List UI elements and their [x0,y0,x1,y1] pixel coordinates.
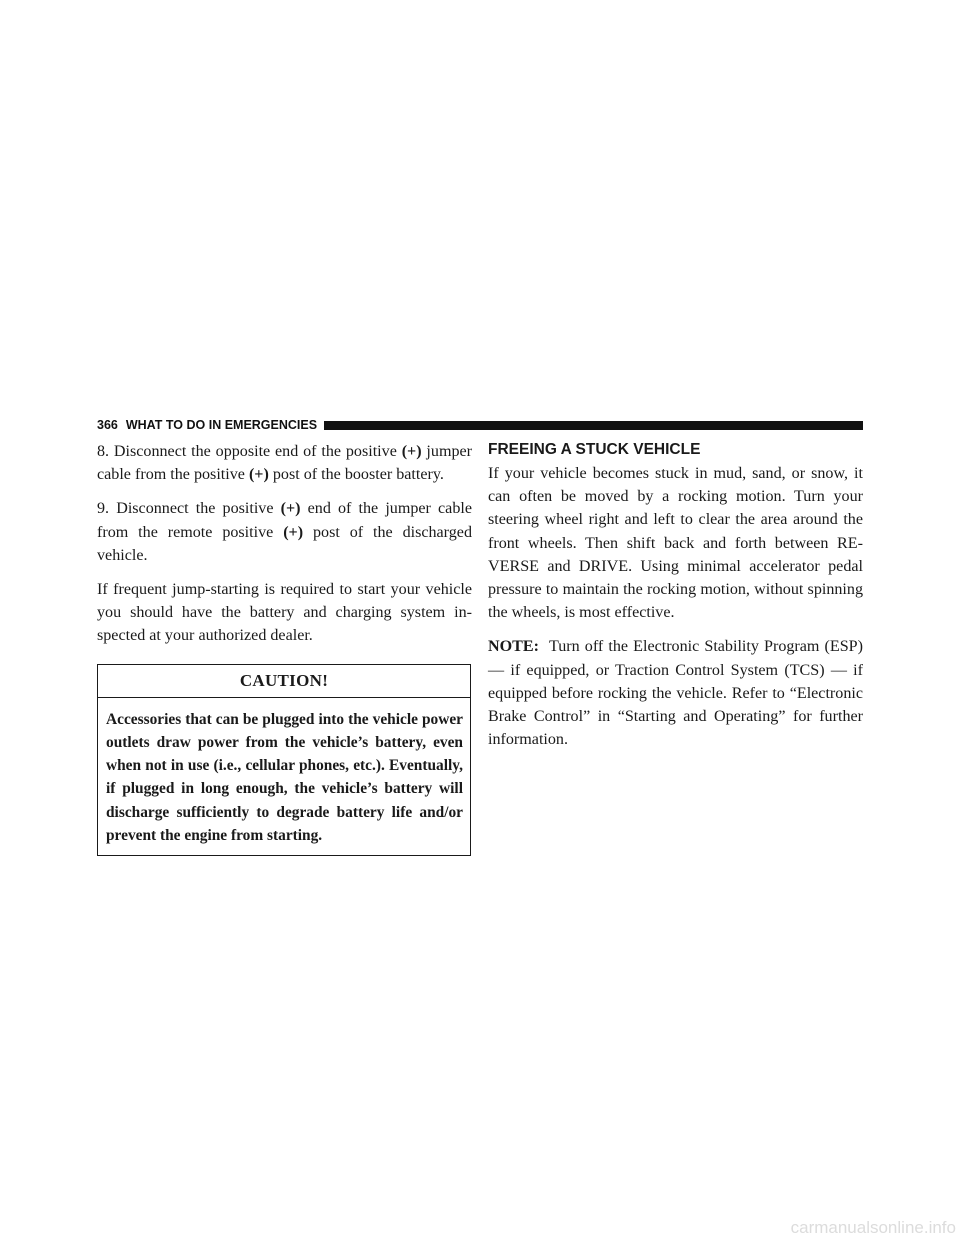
note-label: NOTE: [488,638,539,656]
note-paragraph [488,635,863,751]
header-rule [324,421,863,430]
caution-title: CAUTION! [98,665,470,698]
caution-box [97,664,471,856]
note-text: Turn off the Electronic Stability Program (ESP) — if equipped, or Traction Control System (TCS) — if equipped before rocking the vehicle. Refer to “Electronic Brake Control” in “Starting and Operating” for further information. [488,638,863,749]
left-column [97,440,472,856]
step-8-text-1: 8. Disconnect the opposite end of the positive [97,443,402,460]
page-header [97,418,863,432]
positive-symbol: (+) [401,443,422,460]
right-column [488,440,863,762]
freeing-stuck-vehicle-heading: FREEING A STUCK VEHICLE [488,441,701,458]
positive-symbol: (+) [248,466,269,484]
positive-symbol: (+) [283,523,304,541]
step-8-text-3: post of the booster battery. [268,466,444,484]
caution-text: Accessories that can be plugged into the vehicle power outlets draw power from the vehicle’s battery, even when not in use (i.e., cellular phones, etc.). Eventually, if plugged in long enough, the vehicle’s battery will discharge sufficiently to degrade battery life and/or prevent the engine from starting. [106,710,463,844]
step-8-paragraph [97,440,472,486]
watermark: carmanualsonline.info [790,1218,956,1237]
positive-symbol: (+) [280,500,301,518]
step-9-text-1: 9. Disconnect the positive [97,500,281,518]
step-8-text-2: jumper cable from the positive [97,443,473,484]
page-number: 366 [97,418,118,432]
frequent-jump-paragraph: If frequent jump-starting is required to start your vehicle you should have the battery and charging system inspected at your authorized dealer. [97,581,472,645]
step-9-paragraph [97,497,472,567]
step-9-text-3: post of the discharged vehicle. [97,523,472,564]
section-title: WHAT TO DO IN EMERGENCIES [125,418,318,432]
step-9-text-2: end of the jumper cable from the remote positive [97,500,472,541]
freeing-paragraph: If your vehicle becomes stuck in mud, sand, or snow, it can often be moved by a rocking motion. Turn your steering wheel right and left to clear the area around the front wheels. Then shift back and forth between REVERSE and DRIVE. Using minimal accelerator pedal pressure to maintain the rocking motion, without spinning the wheels, is most effective. [488,465,863,622]
